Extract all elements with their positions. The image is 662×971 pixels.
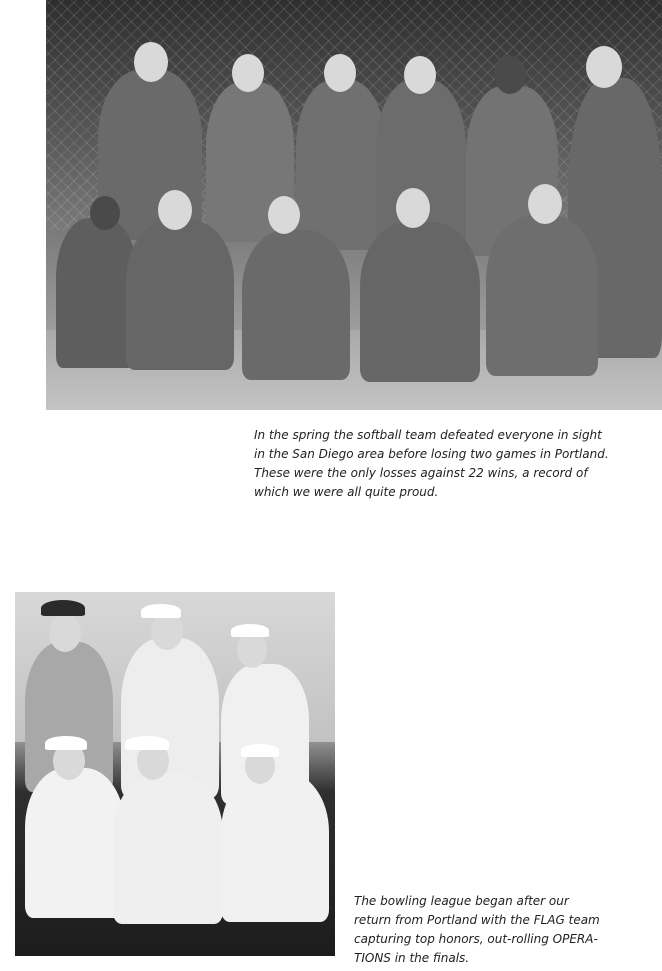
officer-cap [41,600,85,616]
sailor-cap [125,736,169,750]
player-head [158,190,192,230]
player-head [396,188,430,228]
sailor-cap [45,736,87,750]
sailor-cap [141,604,181,618]
player-head [324,54,356,92]
player-head [404,56,436,94]
player-head [134,42,168,82]
player-head [494,56,526,94]
sailor-cap [241,744,279,757]
bowling-team-photo [15,592,335,956]
sailor-figure [221,772,329,922]
player-figure [360,222,480,382]
sailor-figure [113,774,223,924]
bowling-caption: The bowling league began after our return from Portland with the FLAG team capturing top honors, out-rolling OPERA- TIONS in the finals. [354,894,600,965]
player-head [586,46,622,88]
sailor-head [237,632,267,668]
player-figure [296,80,386,250]
player-head [528,184,562,224]
player-head [232,54,264,92]
player-figure [242,230,350,380]
sailor-cap [231,624,269,637]
player-figure [126,220,234,370]
officer-head [49,614,81,652]
sailor-figure [25,768,125,918]
player-figure [486,216,598,376]
player-head [90,196,120,230]
softball-caption: In the spring the softball team defeated everyone in sight in the San Diego area before losing two games in Portland. These were the only losses against 22 wins, a record of which we were all quite proud. [254,428,609,499]
softball-team-photo [46,0,662,410]
player-head [268,196,300,234]
